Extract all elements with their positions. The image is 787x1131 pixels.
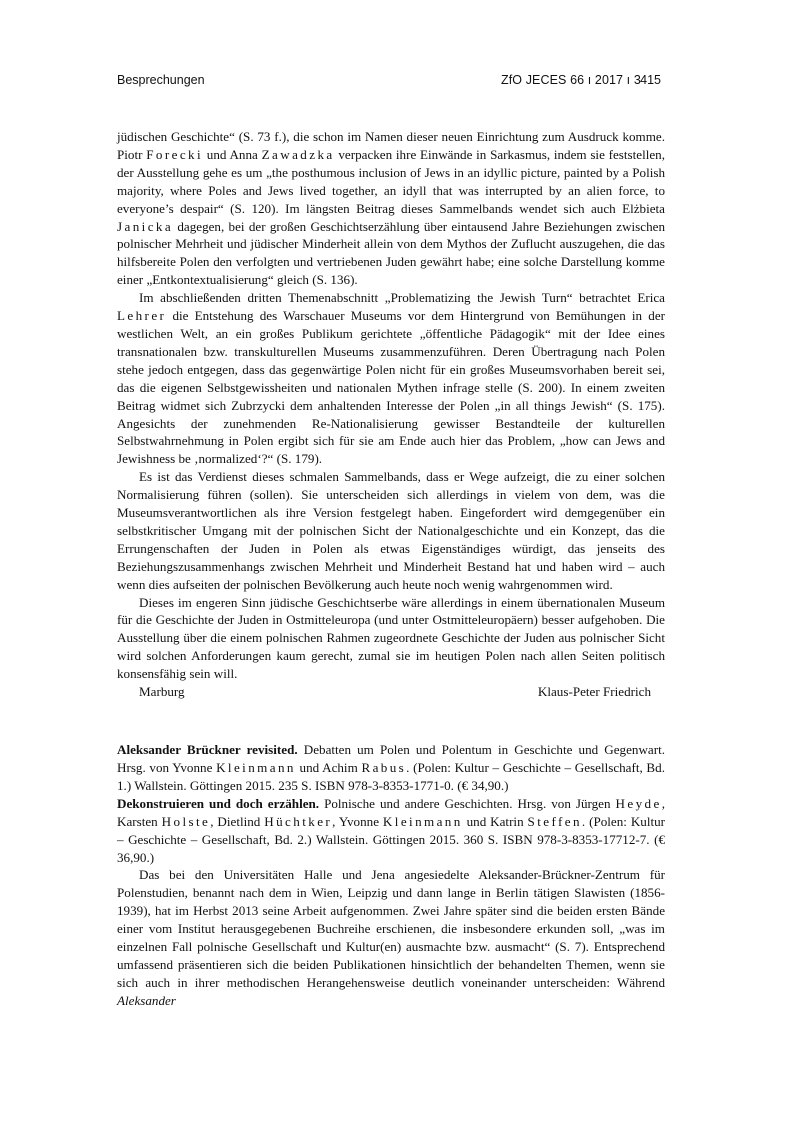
text-run: jüdischen Geschichte“ (S. 73 f.), die schon im Namen dieser neuen Einrichtung zum Ausdruck komme. Piotr bbox=[117, 129, 665, 162]
text-run: Das bei den Universitäten Halle und Jena angesiedelte Aleksander-Brückner-Zentrum für Polenstudien, benannt nach dem in Wien, Leipzig und dann lange in Berlin tätigen Slawisten (1856-1939), hat im Herbst 2013 seine Arbeit aufgenommen. Zwei Jahre später sind die beiden ersten Bände einer vom Institut herausgegebenen Buchreihe erschienen, die insbesondere erkunden soll, „was im einzelnen Fall polnische Gesellschaft und Kultur(en) ausmachte bzw. ausmacht“ (S. 7). Entsprechend umfassend präsentieren sich die beiden Publikationen hinsichtlich der behandelten Themen, wenn sie sich auch in ihrer methodischen Herangehensweise deutlich voneinander unterscheiden: Während bbox=[117, 867, 665, 990]
author-name: Kleinmann bbox=[382, 813, 463, 829]
page-number: 415 bbox=[640, 73, 661, 87]
text-run: Polnische und andere Geschichten. Hrsg. von Jürgen bbox=[319, 795, 616, 811]
text-run: und Achim bbox=[295, 760, 362, 775]
main-text bbox=[117, 128, 665, 1010]
review1-paragraph-2 bbox=[117, 289, 665, 468]
author-name: Heyde bbox=[615, 795, 662, 811]
author-name: Kleinmann bbox=[216, 760, 296, 775]
italic-text: Aleksander bbox=[117, 992, 176, 1008]
text-run: , Yvonne bbox=[332, 813, 383, 829]
text-run: Im abschließenden dritten Themenabschnitt „Problematizing the Jewish Turn“ betrachtet Erica bbox=[139, 290, 665, 306]
book-citation-1 bbox=[117, 741, 665, 795]
running-header bbox=[117, 73, 665, 91]
review2-paragraph-1 bbox=[117, 866, 665, 1009]
text-run: , Dietlind bbox=[210, 813, 265, 829]
author-name: Zawadzka bbox=[261, 146, 335, 162]
review-place: Marburg bbox=[139, 684, 185, 700]
journal-issue: ZfO JECES 66 ı 2017 ı 3 bbox=[501, 73, 641, 87]
text-run: verpacken ihre Einwände in Sarkasmus, indem sie feststellen, der Ausstellung gehe es um „the posthumous inclusion of Jews in an idyllic picture, painted by a Polish majority, where Poles and Jews lived together, an idyll that was interrupted by an alien force, to everyone’s despair“ (S. 120). Im längsten Beitrag dieses Sammelbands wendet sich auch Elżbieta bbox=[117, 146, 665, 216]
author-name: Lehrer bbox=[117, 308, 167, 324]
text-run: . (Polen: Kultur – Geschichte – Gesellschaft, Bd. 1.) Wallstein. Göttingen 2015. 235 S. ISBN 978-3-8353-1771-0. (€ 34,90.) bbox=[117, 760, 665, 793]
text-run: Debatten um Polen und Polentum in Geschichte und Gegenwart. Hrsg. von Yvonne bbox=[117, 742, 666, 775]
text-run: dagegen, bei der großen Geschichtserzählung über eintausend Jahre Beziehungen zwischen polnischer Mehrheit und jüdischer Minderheit allein von dem Mythos der Zuflucht auszugehen, die das hilfsbereite Polen den verfolgten und vertriebenen Juden gewährt habe; eine solche Darstellung komme einer „Entkontextualisierung“ gleich (S. 136). bbox=[117, 218, 665, 288]
text-run: die Entstehung des Warschauer Museums vor dem Hintergrund von Bemühungen in der westlichen Welt, an ein großes Publikum gerichtete „öffentliche Pädagogik“ mit der Idee eines transnationalen bzw. transkulturellen Museums zusammenzuführen. Deren Übertragung nach Polen stehe jedoch entgegen, dass das gegenwärtige Polen nicht für ein großes Museumsvorhaben bereit sei, das die eigenen Selbstgewissheiten und nationalen Mythen infrage stelle (S. 200). In einem zweiten Beitrag widmet sich Zubrzycki dem anhaltenden Interesse der Polen „in all things Jewish“ (S. 175). Angesichts der zunehmenden Re-Nationalisierung gewisser Bestandteile der kulturellen Selbstwahrnehmung in Polen ergibt sich für sie am Ende auch hier das Problem, „how can Jews and Jewishness be ‚normalized‘?“ (S. 179). bbox=[117, 308, 665, 467]
review-separator bbox=[117, 701, 665, 741]
book-title: Dekonstruieren und doch erzählen. bbox=[117, 795, 320, 811]
text-run: . (Polen: Kultur – Geschichte – Gesellschaft, Bd. 2.) Wallstein. Göttingen 2015. 360 S. ISBN 978-3-8353-17712-7. (€ 36,90.) bbox=[117, 813, 666, 865]
author-name: Holste bbox=[161, 813, 211, 829]
section-title: Besprechungen bbox=[117, 73, 205, 87]
book-title: Aleksander Brückner revisited. bbox=[117, 742, 298, 758]
book-citation-2 bbox=[117, 795, 665, 867]
author-name: Rabus bbox=[361, 760, 407, 775]
review1-paragraph-3: Es ist das Verdienst dieses schmalen Sammelbands, dass er Wege aufzeigt, die zu einer solchen Normalisierung führen (sollen). Sie unterscheiden sich allerdings in vielem von dem, was die Museumsverantwortlichen als ihre Version festgelegt haben. Eingefordert wird demgegenüber ein selbstkritischer Umgang mit der polnischen Sicht der Nationalgeschichte und ein Konzept, das die Errungenschaften der Juden in Polen als etwas Eigenständiges würdigt, das jenseits des Beziehungszusammenhangs zwischen Mehrheit und Minderheit Bestand hat und haben wird – auch wenn dies aufseiten der polnischen Bevölkerung auch heute noch wenig wahrgenommen wird. bbox=[117, 469, 665, 592]
author-name: Janicka bbox=[117, 218, 174, 234]
text-run: und Katrin bbox=[462, 813, 528, 829]
text-run: und Anna bbox=[203, 146, 262, 162]
author-name: Forecki bbox=[146, 146, 204, 162]
author-name: Steffen bbox=[527, 813, 582, 829]
review1-paragraph-1 bbox=[117, 128, 665, 289]
author-name: Hüchtker bbox=[264, 813, 333, 829]
review-signature bbox=[117, 683, 665, 701]
reviewer-name: Klaus-Peter Friedrich bbox=[537, 684, 651, 700]
review1-paragraph-4: Dieses im engeren Sinn jüdische Geschichtserbe wäre allerdings in einem übernationalen Museum für die Geschichte der Juden in Ostmitteleuropa (und unter Ostmitteleuropäern) besser aufgehoben. Die Ausstellung über die einem polnischen Rahmen zugeordnete Geschichte der Juden aus polnischer Sicht wird solchen Anforderungen kaum gerecht, zumal sie im heutigen Polen nach allen Seiten politisch konsensfähig sein will. bbox=[117, 594, 665, 682]
text-run: , Karsten bbox=[117, 795, 665, 829]
